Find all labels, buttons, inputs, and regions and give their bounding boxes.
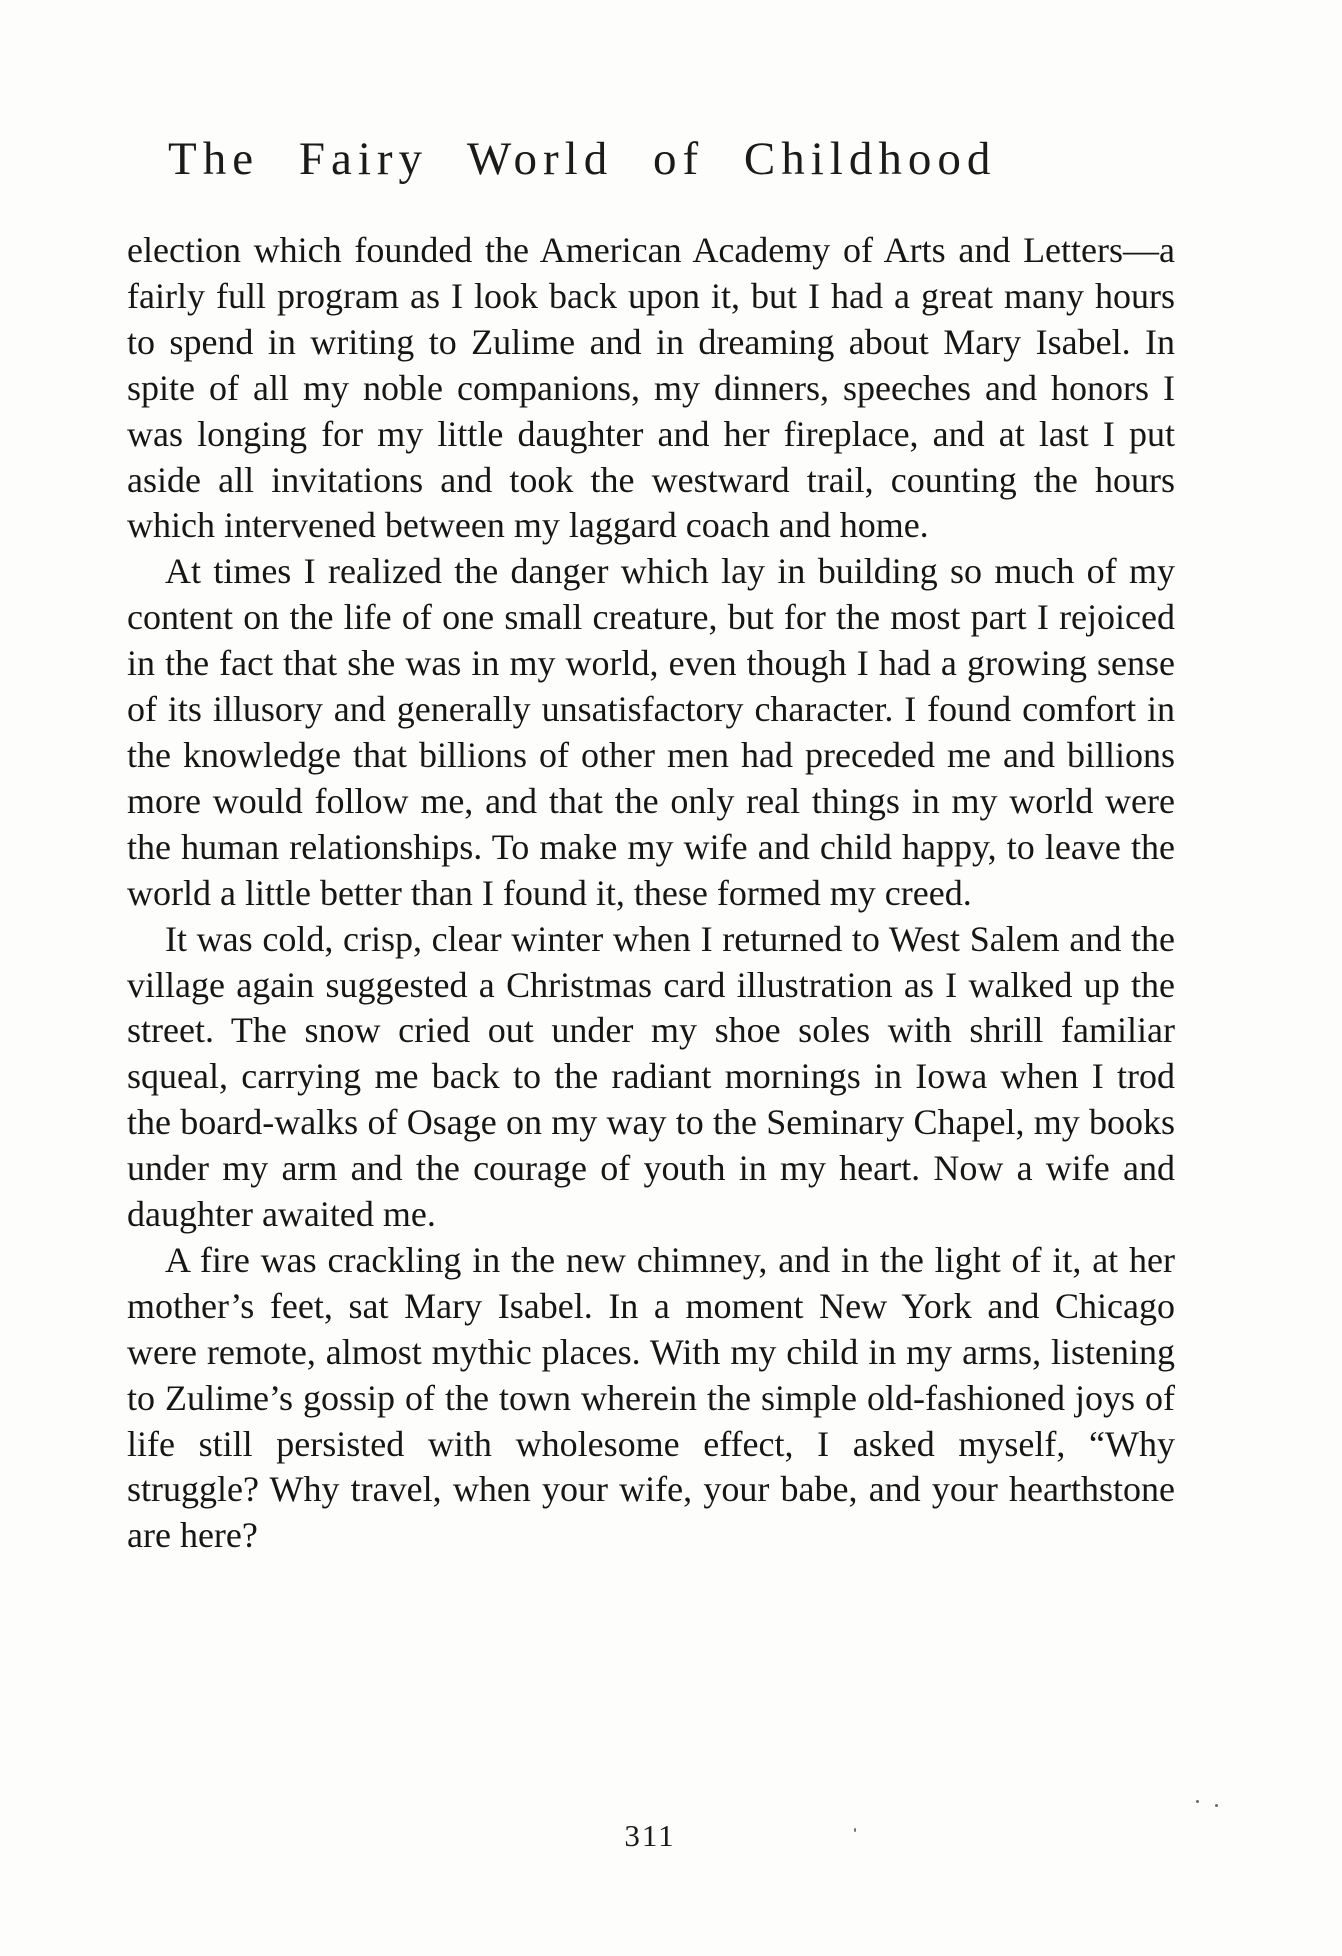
scan-speck bbox=[1215, 1804, 1218, 1807]
paragraph: election which founded the American Academy of Arts and Letters—a fairly full program as I look back upon it, but I had a great many hours to spend in writing to Zulime and in dreaming about Mary Isabel. In spite of all my noble companions, my dinners, speeches and honors I was longing for my little daughter and her fireplace, and at last I put aside all invitations and took the westward trail, counting the hours which intervened between my laggard coach and home. bbox=[127, 230, 1175, 546]
scan-speck bbox=[1196, 1800, 1199, 1803]
paragraph: At times I realized the danger which lay in building so much of my content on the life of one small creature, but for the most part I rejoiced in the fact that she was in my world, even though I had a growing sense of its illusory and generally unsatisfactory character. I found comfort in the knowledge that billions of other men had preceded me and billions more would follow me, and that the only real things in my world were the human relationships. To make my wife and child happy, to leave the world a little better than I found it, these formed my creed. bbox=[127, 551, 1175, 913]
scan-speck bbox=[854, 1828, 856, 1832]
body-text bbox=[127, 228, 1175, 1559]
paragraph: A fire was crackling in the new chimney, and in the light of it, at her mother’s feet, sat Mary Isabel. In a moment New York and Chicago were remote, almost mythic places. With my child in my arms, listening to Zulime’s gossip of the town wherein the simple old-fashioned joys of life still persisted with wholesome effect, I asked myself, “Why struggle? Why travel, when your wife, your babe, and your hearthstone are here? bbox=[127, 1239, 1175, 1556]
paragraph: It was cold, crisp, clear winter when I returned to West Salem and the village again suggested a Christmas card illustration as I walked up the street. The snow cried out under my shoe soles with shrill familiar squeal, carrying me back to the radiant mornings in Iowa when I trod the board-walks of Osage on my way to the Seminary Chapel, my books under my arm and the courage of youth in my heart. Now a wife and daughter awaited me. bbox=[127, 918, 1175, 1235]
running-head: The Fairy World of Childhood bbox=[168, 133, 997, 185]
page-number: 311 bbox=[624, 1818, 676, 1853]
